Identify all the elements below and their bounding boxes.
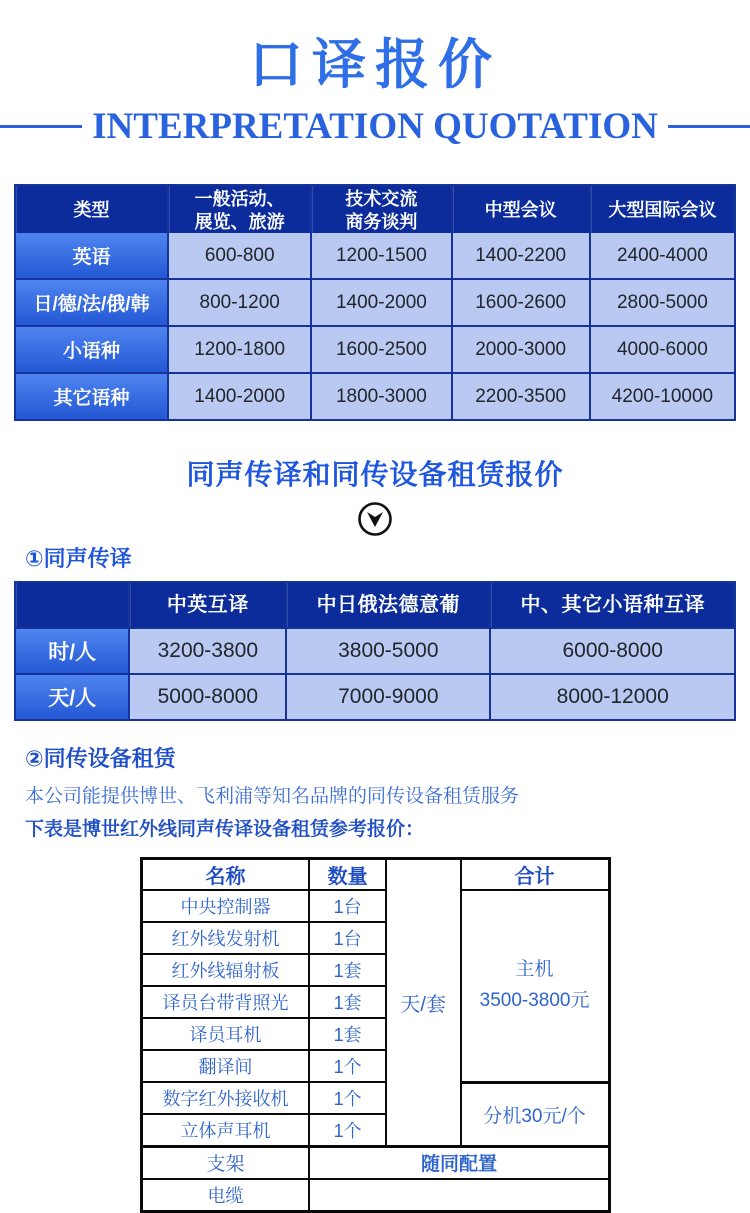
row-label: 日/德/法/俄/韩 bbox=[16, 280, 167, 325]
table-cell: 3800-5000 bbox=[287, 629, 489, 673]
unit-cell: 天/套 bbox=[386, 859, 461, 1147]
table-cell: 2400-4000 bbox=[591, 233, 734, 278]
main-total-cell bbox=[461, 890, 609, 1082]
item-name: 数字红外接收机 bbox=[141, 1082, 309, 1114]
column-header-blank bbox=[16, 583, 128, 627]
table-cell: 1400-2000 bbox=[169, 374, 310, 419]
equipment-section-label: ②同传设备租赁 bbox=[25, 746, 176, 771]
column-header-type: 类型 bbox=[16, 186, 167, 236]
column-header-total: 合计 bbox=[461, 859, 609, 891]
item-qty: 1套 bbox=[309, 986, 385, 1018]
item-name: 译员台带背照光 bbox=[141, 986, 309, 1018]
subtitle-rule-left bbox=[0, 125, 82, 128]
table-cell: 8000-12000 bbox=[491, 675, 734, 719]
item-qty: 1个 bbox=[309, 1114, 385, 1146]
item-name: 立体声耳机 bbox=[141, 1114, 309, 1146]
item-qty: 1套 bbox=[309, 1018, 385, 1050]
column-header-large: 大型国际会议 bbox=[591, 186, 734, 236]
subtitle-rule-right bbox=[668, 125, 750, 128]
item-qty: 1台 bbox=[309, 922, 385, 954]
table-cell: 1400-2000 bbox=[312, 280, 450, 325]
footer-value bbox=[309, 1179, 609, 1211]
page-title: 口译报价 bbox=[249, 35, 501, 95]
row-label: 其它语种 bbox=[16, 374, 167, 419]
page-subtitle: INTERPRETATION QUOTATION bbox=[92, 106, 658, 147]
column-header-medium: 中型会议 bbox=[453, 186, 589, 236]
column-header-cn-minor: 中、其它小语种互译 bbox=[491, 583, 734, 627]
footer-name: 支架 bbox=[141, 1146, 309, 1179]
table-cell: 1600-2500 bbox=[312, 327, 450, 372]
item-name: 译员耳机 bbox=[141, 1018, 309, 1050]
table-cell: 2000-3000 bbox=[453, 327, 589, 372]
row-label: 时/人 bbox=[16, 629, 128, 673]
column-header-qty: 数量 bbox=[309, 859, 385, 891]
table-cell: 1200-1800 bbox=[169, 327, 310, 372]
table-cell: 2200-3500 bbox=[453, 374, 589, 419]
item-name: 翻译间 bbox=[141, 1050, 309, 1082]
section-heading: 同声传译和同传设备租赁报价 bbox=[186, 459, 564, 490]
table-cell: 1400-2200 bbox=[453, 233, 589, 278]
item-qty: 1台 bbox=[309, 890, 385, 922]
sub-total-cell: 分机30元/个 bbox=[461, 1082, 609, 1146]
down-arrow-icon bbox=[0, 500, 750, 538]
table-cell: 7000-9000 bbox=[287, 675, 489, 719]
table-cell: 1800-3000 bbox=[312, 374, 450, 419]
column-header-name: 名称 bbox=[141, 859, 309, 891]
equipment-rental-table bbox=[140, 857, 611, 1213]
item-name: 红外线辐射板 bbox=[141, 954, 309, 986]
table-cell: 800-1200 bbox=[169, 280, 310, 325]
item-qty: 1套 bbox=[309, 954, 385, 986]
table-cell: 2800-5000 bbox=[591, 280, 734, 325]
column-header-cn-multi: 中日俄法德意葡 bbox=[287, 583, 489, 627]
column-header-general: 一般活动、 展览、旅游 bbox=[169, 186, 310, 236]
table-cell: 6000-8000 bbox=[491, 629, 734, 673]
interpretation-price-table bbox=[14, 184, 736, 421]
equipment-desc-2: 下表是博世红外线同声传译设备租赁参考报价： bbox=[25, 819, 425, 840]
footer-name: 电缆 bbox=[141, 1179, 309, 1211]
item-name: 中央控制器 bbox=[141, 890, 309, 922]
footer-value: 随同配置 bbox=[309, 1146, 609, 1179]
item-qty: 1个 bbox=[309, 1082, 385, 1114]
table-cell: 4000-6000 bbox=[591, 327, 734, 372]
simultaneous-price-table bbox=[14, 581, 736, 721]
table-cell: 3200-3800 bbox=[130, 629, 285, 673]
item-name: 红外线发射机 bbox=[141, 922, 309, 954]
table-cell: 5000-8000 bbox=[130, 675, 285, 719]
item-qty: 1个 bbox=[309, 1050, 385, 1082]
simultaneous-section-label: ①同声传译 bbox=[25, 546, 132, 571]
subtitle-row bbox=[0, 105, 750, 148]
table-cell: 1600-2600 bbox=[453, 280, 589, 325]
column-header-cn-en: 中英互译 bbox=[130, 583, 285, 627]
column-header-technical: 技术交流 商务谈判 bbox=[312, 186, 450, 236]
row-label: 小语种 bbox=[16, 327, 167, 372]
table-cell: 1200-1500 bbox=[312, 233, 450, 278]
main-total-line1: 主机 bbox=[515, 959, 554, 981]
equipment-desc-1: 本公司能提供博世、飞利浦等知名品牌的同传设备租赁服务 bbox=[25, 786, 520, 807]
main-total-line2: 3500-3800元 bbox=[479, 989, 590, 1011]
table-cell: 4200-10000 bbox=[591, 374, 734, 419]
row-label: 天/人 bbox=[16, 675, 128, 719]
table-cell: 600-800 bbox=[169, 233, 310, 278]
row-label: 英语 bbox=[16, 233, 167, 278]
